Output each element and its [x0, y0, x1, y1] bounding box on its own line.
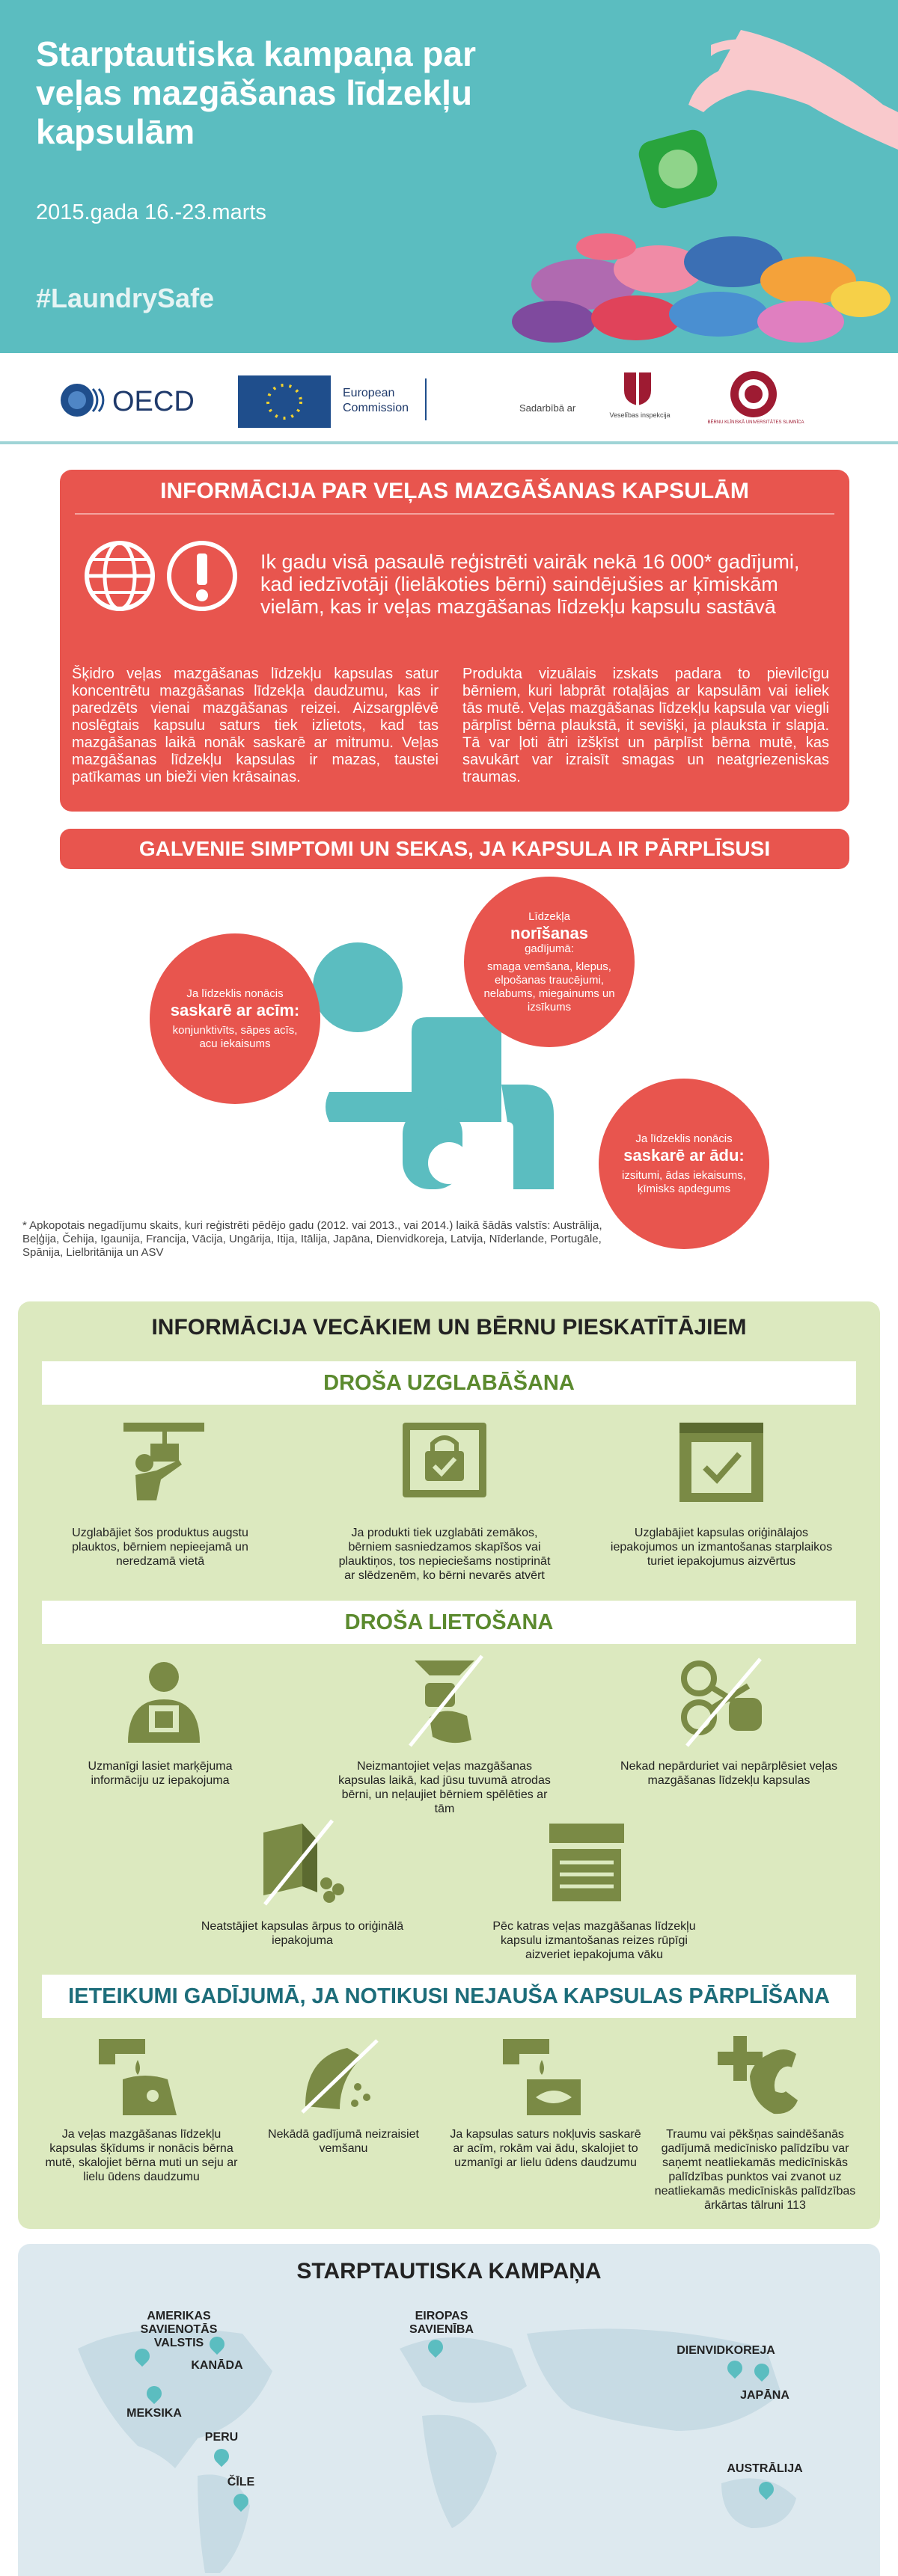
- bubble-heading: norīšanas: [510, 923, 588, 942]
- region-label-japan: JAPĀNA: [740, 2389, 789, 2402]
- region-label-mexico: MEKSIKA: [126, 2407, 182, 2420]
- ec-line-1: European: [343, 387, 395, 399]
- use-tip-2: Neizmantojiet veļas mazgāšanas kapsulas laikā, kad jūsu tuvumā atrodas bērni, un neļaujiet bērniem spēlēties ar tām: [338, 1760, 551, 1815]
- header-banner: [0, 0, 898, 353]
- symptoms-title: GALVENIE SIMPTOMI UN SEKAS, JA KAPSULA IR PĀRPLĪSUSI: [60, 829, 849, 869]
- use-tip-4: Neatstājiet kapsulas ārpus to oriģinālā iepakojuma: [201, 1920, 404, 1947]
- divider: [75, 513, 834, 515]
- no-vomiting-icon: [295, 2034, 385, 2117]
- info-paragraph-1: Šķidro veļas mazgāšanas līdzekļu kapsulas satur koncentrētu mazgāšanas līdzekļa daudzumu, kas ir paredzēts vienai mazgāšanas reizei. Aizsargplēvē noslēgtais kapsulu saturs tiek izlietots, kad tas mazgāšanas laikā nonāk saskarē ar mitrumu. Veļas mazgāšanas līdzekļu kapsulas ir mazas, taustei patīkamas un bieži vien krāsainas.: [72, 666, 439, 785]
- region-label-canada: KANĀDA: [191, 2359, 243, 2372]
- no-scissors-icon: [676, 1656, 766, 1749]
- region-label-south-korea: DIENVIDKOREJA: [676, 2344, 775, 2357]
- bubble-pre: Ja līdzeklis nonācis: [186, 987, 284, 1000]
- bubble-pre: Līdzekļa: [528, 910, 570, 923]
- region-label-usa: AMERIKAS SAVIENOTĀS VALSTIS: [140, 2310, 218, 2349]
- storage-tip-1: Uzglabājiet šos produktus augstu plauktos, bērniem nepieejamā un neredzamā vietā: [72, 1527, 248, 1568]
- latvia-coat-of-arms-icon: [621, 369, 654, 407]
- partner2-name: BĒRNU KLĪNISKĀ UNIVERSITĀTES SLIMNĪCA: [707, 420, 804, 425]
- region-label-chile: ČĪLE: [227, 2476, 255, 2488]
- parents-title: INFORMĀCIJA VECĀKIEM UN BĒRNU PIESKATĪTĀJIEM: [151, 1315, 747, 1340]
- divider: [425, 378, 427, 420]
- safe-storage-title: DROŠA UZGLABĀŠANA: [42, 1361, 856, 1405]
- use-tip-3: Nekad nepārduriet vai nepārplēsiet veļas mazgāšanas līdzekļu kapsulas: [620, 1760, 837, 1787]
- region-label-eu: EIROPAS SAVIENĪBA: [409, 2310, 474, 2336]
- no-children-hand-icon: [400, 1653, 489, 1749]
- advice-tip-3: Ja kapsulas saturs nokļuvis saskarē ar acīm, rokām vai ādu, skalojiet to uzmanīgi ar lielu ūdens daudzumu: [450, 2128, 641, 2169]
- accident-advice-title: IETEIKUMI GADĪJUMĀ, JA NOTIKUSI NEJAUŠA KAPSULAS PĀRPLĪŠANA: [42, 1975, 856, 2018]
- oecd-logo-icon: [60, 383, 105, 417]
- use-tip-5: Pēc katras veļas mazgāšanas līdzekļu kapsulu izmantošanas reizes rūpīgi aizveriet iepakojuma vāku: [492, 1920, 696, 1961]
- bubble-desc: konjunktivīts, sāpes acīs, acu iekaisums: [172, 1023, 298, 1050]
- storage-tip-2: Ja produkti tiek uzglabāti zemākos, bērniem sasniedzamos skapīšos vai plauktiņos, tos nepieciešams nostiprināt ar slēdzenēm, ko bērni nevarēs atvērt: [338, 1527, 551, 1582]
- skin-contact-bubble: [599, 1079, 769, 1249]
- capsules-outside-box-icon: [257, 1818, 347, 1907]
- hand-with-capsules-illustration: [494, 0, 898, 353]
- eu-stars-icon: [238, 375, 331, 428]
- high-shelf-icon: [119, 1418, 209, 1508]
- oecd-logo-text: OECD: [112, 386, 195, 417]
- info-title: INFORMĀCIJA PAR VEĻAS MAZGĀŠANAS KAPSULĀM: [160, 479, 749, 503]
- rinse-mouth-icon: [93, 2034, 183, 2117]
- partner-prefix: Sadarbībā ar: [519, 402, 576, 414]
- safe-use-title: DROŠA LIETOŠANA: [42, 1601, 856, 1644]
- campaign-title: STARPTAUTISKA KAMPAŅA: [296, 2259, 602, 2284]
- partner-logos-bar: [0, 353, 898, 444]
- bubble-desc: smaga vemšana, klepus, elpošanas traucējumi, nelabums, miegainums un izsīkums: [483, 960, 615, 1013]
- bubble-heading: saskarē ar ādu:: [623, 1145, 745, 1165]
- info-panel: [60, 470, 849, 812]
- advice-tip-4: Traumu vai pēkšņas saindēšanās gadījumā medicīnisko palīdzību var saņemt neatliekamās medicīniskās palīdzības punktos vai zvanot uz neatliekamās medicīniskās palīdzības ārkārtas tālruni 113: [654, 2128, 856, 2212]
- ec-logo-text: [343, 386, 409, 416]
- advice-tip-2: Nekādā gadījumā neizraisiet vemšanu: [268, 2128, 419, 2155]
- hashtag: #LaundrySafe: [36, 283, 215, 313]
- childrens-hospital-logo-icon: [729, 369, 778, 419]
- advice-tip-1: Ja veļas mazgāšanas līdzekļu kapsulas šķīdums ir nonācis bērna mutē, skalojiet bērna muti un seju ar lielu ūdens daudzumu: [45, 2128, 238, 2183]
- warning-icon: [165, 539, 239, 613]
- region-label-australia: AUSTRĀLIJA: [727, 2462, 803, 2475]
- parents-info-panel: [18, 1301, 880, 2229]
- storage-tip-3: Uzglabājiet kapsulas oriģinālajos iepakojumos un izmantošanas starplaikos turiet iepakojumus aizvērtus: [610, 1527, 833, 1568]
- footnote: * Apkopotais negadījumu skaits, kuri reģistrēti pēdējo gadu (2012. vai 2013., vai 2014.) laikā šādās valstīs: Austrālija, Beļģija, Čehija, Igaunija, Francija, Vācija, Ungārija, Itija, Itālija, Japāna, Dienvidkoreja, Latvija, Nīderlande, Portugāle, Spānija, Lielbritānija un ASV: [22, 1219, 602, 1259]
- info-paragraph-2: Produkta vizuālais izskats padara to pievilcīgu bērniem, kuri labprāt rotaļājas ar kapsulām vai ieliek tās mutē. Veļas mazgāšanas līdzekļu kapsula var viegli pārplīst bērna plaukstā, it sevišķi, ja plauksta ir slapja. Tā var ļoti ātri izšķīst un pārplīst bērna mutē, kas savukārt var izraisīt smagas un neatgriezeniskas traumas.: [462, 666, 829, 785]
- rinse-eyes-icon: [497, 2034, 587, 2117]
- closed-package-icon: [676, 1418, 766, 1508]
- locked-cabinet-icon: [400, 1418, 489, 1508]
- partner1-name: Veselības inspekcija: [609, 411, 671, 419]
- close-lid-icon: [542, 1818, 632, 1907]
- read-label-icon: [119, 1659, 209, 1749]
- bubble-mid: gadījumā:: [525, 942, 574, 955]
- swallow-bubble: [464, 877, 635, 1047]
- eu-flag: [238, 375, 331, 428]
- bubble-heading: saskarē ar acīm:: [170, 1000, 300, 1019]
- campaign-date: 2015.gada 16.-23.marts: [36, 200, 266, 224]
- info-lead-text: Ik gadu visā pasaulē reģistrēti vairāk nekā 16 000* gadījumi, kad iedzīvotāji (lielākoties bērni) saindējušies ar ķīmiskām vielām, kas ir veļas mazgāšanas līdzekļu kapsulu sastāvā: [260, 551, 800, 618]
- use-tip-1: Uzmanīgi lasiet marķējuma informāciju uz iepakojuma: [88, 1760, 233, 1787]
- bubble-desc: izsitumi, ādas iekaisums, ķīmisks apdegums: [622, 1168, 746, 1195]
- emergency-phone-icon: [714, 2031, 811, 2118]
- eyes-contact-bubble: [150, 933, 320, 1104]
- page-title: Starptautiska kampaņa par veļas mazgāšanas līdzekļu kapsulām: [36, 34, 477, 151]
- globe-icon: [82, 539, 157, 613]
- bubble-pre: Ja līdzeklis nonācis: [635, 1132, 733, 1145]
- ec-line-2: Commission: [343, 402, 409, 414]
- region-label-peru: PERU: [204, 2431, 239, 2444]
- international-campaign-panel: [18, 2244, 880, 2576]
